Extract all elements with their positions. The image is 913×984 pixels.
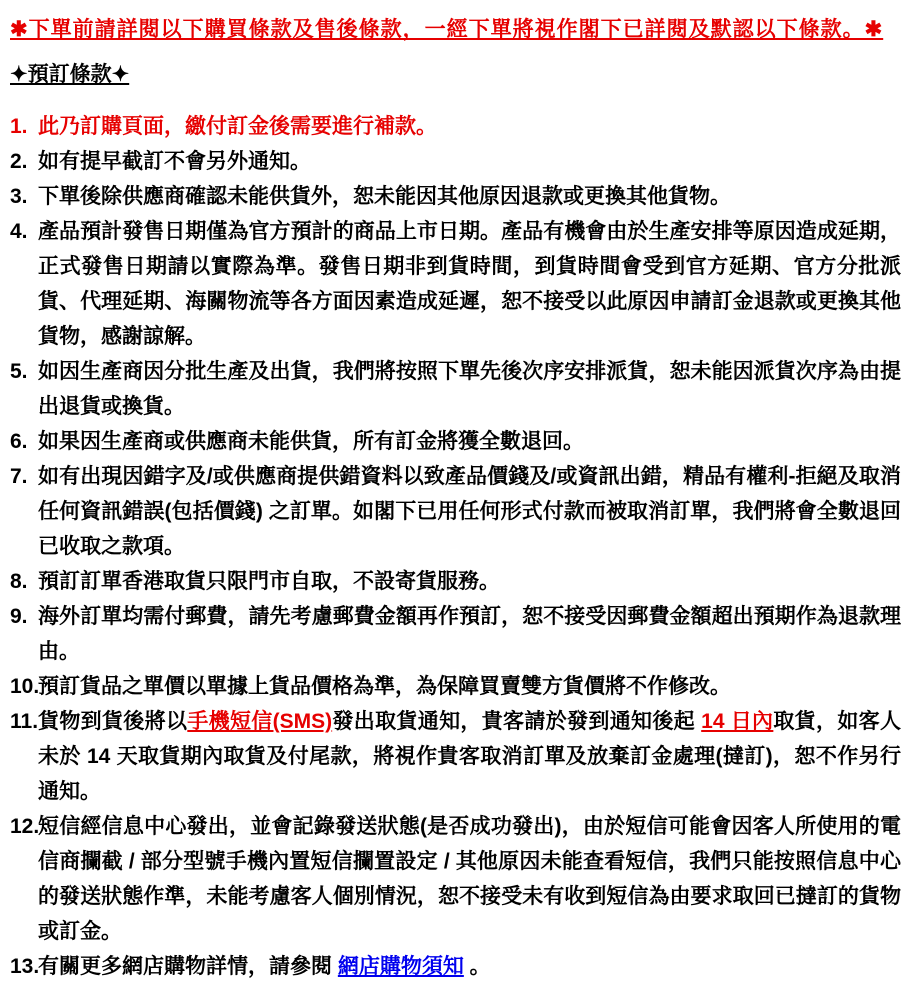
term-number: 9. — [10, 605, 28, 628]
term-item-2 — [10, 144, 901, 179]
term-text: 如有出現因錯字及/或供應商提供錯資料以致產品價錢及/或資訊出錯，精品有權利-拒絕及取消任何資訊錯誤(包括價錢) 之訂單。如閣下已用任何形式付款而被取消訂單，我們將會全數退回已收取之款項。 — [38, 465, 901, 558]
term-text: 如果因生產商或供應商未能供貨，所有訂金將獲全數退回。 — [38, 430, 584, 453]
term-number: 1. — [10, 115, 28, 138]
term-text: 短信經信息中心發出，並會記錄發送狀態(是否成功發出)，由於短信可能會因客人所使用的電信商攔截 / 部分型號手機內置短信攔置設定 / 其他原因未能查看短信，我們只能按照信息中心的發送狀態作準，未能考慮客人個別情況，恕不接受未有收到短信為由要求取回已撻訂的貨物或訂金。 — [38, 815, 901, 943]
term-item-6 — [10, 424, 901, 459]
term-number: 12. — [10, 815, 40, 838]
section-title-preorder-terms: ✦預訂條款✦ — [10, 63, 130, 86]
term-text-body — [38, 150, 311, 173]
term-number: 6. — [10, 430, 28, 453]
term-number: 8. — [10, 570, 28, 593]
term-item-7 — [10, 459, 901, 564]
term-text: 海外訂單均需付郵費，請先考慮郵費金額再作預訂，恕不接受因郵費金額超出預期作為退款理由。 — [38, 605, 901, 663]
term-text-body — [38, 360, 901, 418]
term-number: 3. — [10, 185, 28, 208]
term-text: 有關更多網店購物詳情，請參閱 — [38, 955, 338, 978]
term-text: 發出取貨通知，貴客請於發到通知後起 — [332, 710, 702, 733]
term-text: 如有提早截訂不會另外通知。 — [38, 150, 311, 173]
term-item-8 — [10, 564, 901, 599]
term-text-body — [38, 465, 901, 558]
purchase-terms-notice: ✱下單前請詳閱以下購買條款及售後條款，一經下單將視作閣下已詳閱及默認以下條款。✱ — [10, 18, 884, 41]
term-number: 11. — [10, 710, 39, 733]
term-text-body — [38, 430, 584, 453]
highlighted-term-text: 手機短信(SMS) — [187, 710, 333, 733]
term-item-12 — [10, 809, 901, 949]
highlighted-term-text: 14 日內 — [701, 710, 774, 733]
term-text: 下單後除供應商確認未能供貨外，恕未能因其他原因退款或更換其他貨物。 — [38, 185, 731, 208]
term-item-3 — [10, 179, 901, 214]
term-number: 7. — [10, 465, 28, 488]
term-text: 。 — [463, 955, 491, 978]
term-item-5 — [10, 354, 901, 424]
term-text-body — [38, 675, 731, 698]
term-text: 貨物到貨後將以 — [38, 710, 188, 733]
term-text: 如因生產商因分批生產及出貨，我們將按照下單先後次序安排派貨，恕未能因派貨次序為由提出退貨或換貨。 — [38, 360, 901, 418]
term-item-9 — [10, 599, 901, 669]
term-text: 預訂貨品之單價以單據上貨品價格為準，為保障買賣雙方貨價將不作修改。 — [38, 675, 731, 698]
term-text: 產品預計發售日期僅為官方預計的商品上市日期。產品有機會由於生產安排等原因造成延期，正式發售日期請以實際為準。發售日期非到貨時間，到貨時間會受到官方延期、官方分批派貨、代理延期、海關物流等各方面因素造成延遲，恕不接受以此原因申請訂金退款或更換其他貨物，感謝諒解。 — [38, 220, 901, 348]
term-text-body — [38, 115, 437, 138]
term-number: 10. — [10, 675, 40, 698]
term-text-body — [38, 605, 901, 663]
terms-list — [10, 109, 901, 984]
term-text: 此乃訂購頁面，繳付訂金後需要進行補款。 — [38, 115, 437, 138]
term-item-11 — [10, 704, 901, 809]
term-item-10 — [10, 669, 901, 704]
term-text-body — [38, 955, 491, 978]
term-text-body — [38, 815, 901, 943]
term-text: 取貨，如客人未於 14 天取貨期內取貨及付尾款，將視作貴客取消訂單及放棄訂金處理(撻訂)，恕不作另行通知。 — [38, 710, 901, 803]
term-number: 5. — [10, 360, 28, 383]
term-number: 13. — [10, 955, 40, 978]
term-text-body — [38, 185, 731, 208]
term-item-1 — [10, 109, 901, 144]
term-item-4 — [10, 214, 901, 354]
term-text-body — [38, 570, 500, 593]
term-text-body — [38, 710, 901, 803]
term-number: 4. — [10, 220, 28, 243]
term-item-13 — [10, 949, 901, 984]
store-shopping-guide-link[interactable]: 網店購物須知 — [337, 955, 464, 978]
term-text: 預訂訂單香港取貨只限門市自取，不設寄貨服務。 — [38, 570, 500, 593]
term-number: 2. — [10, 150, 28, 173]
term-text-body — [38, 220, 901, 348]
